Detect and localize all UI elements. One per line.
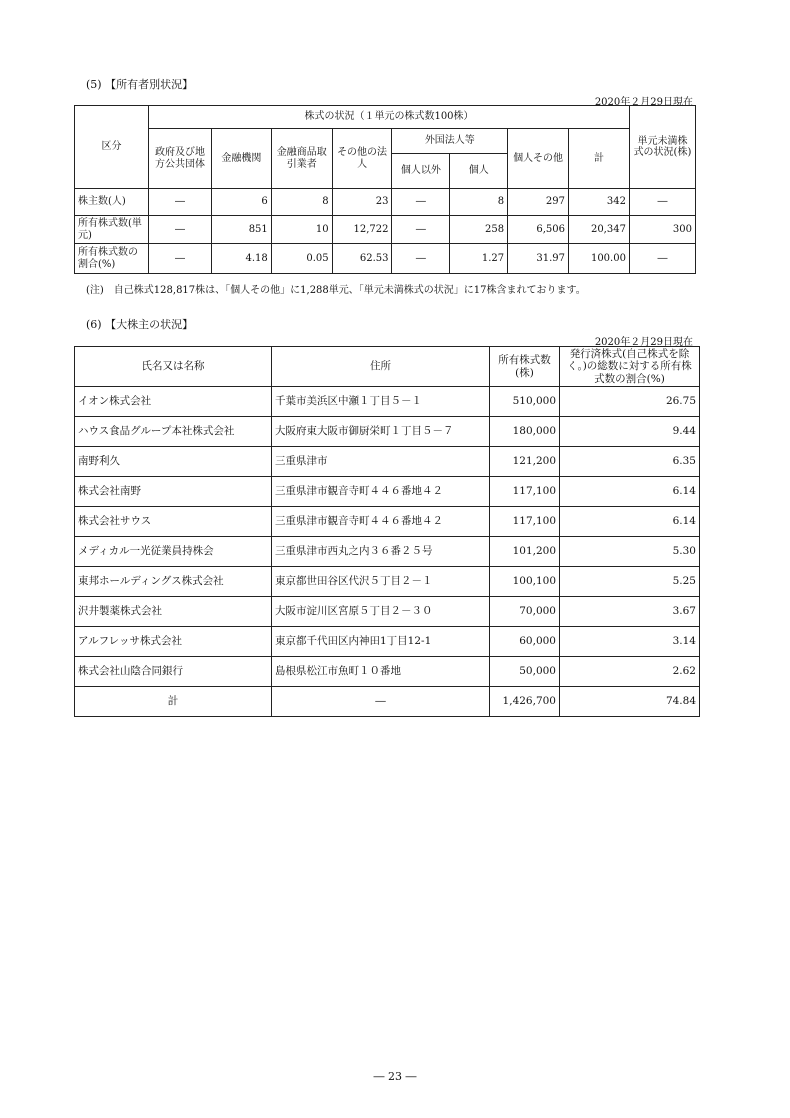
shareholder-name: アルフレッサ株式会社 — [75, 627, 272, 657]
shareholder-name: 沢井製薬株式会社 — [75, 597, 272, 627]
shareholder-shares: 117,100 — [490, 507, 560, 537]
shareholder-name: 東邦ホールディングス株式会社 — [75, 567, 272, 597]
cell: 258 — [450, 216, 508, 244]
header-kubun: 区分 — [75, 106, 149, 189]
shareholder-ratio: 2.62 — [560, 657, 700, 687]
shareholder-shares: 60,000 — [490, 627, 560, 657]
section5-note: (注) 自己株式128,817株は、「個人その他」に1,288単元、「単元未満株式の状況」に17株含まれております。 — [86, 285, 586, 296]
cell: 6 — [211, 189, 271, 216]
shareholder-name: 株式会社山陰合同銀行 — [75, 657, 272, 687]
header-foreign-individual: 個人 — [450, 154, 508, 189]
header-individuals: 個人その他 — [508, 129, 569, 189]
header-other-corporations: その他の法人 — [332, 129, 392, 189]
table-row — [75, 447, 700, 477]
section5-heading: (5) 【所有者別状況】 — [86, 78, 194, 91]
shareholder-name: 株式会社サウス — [75, 507, 272, 537]
shareholder-address: 三重県津市西丸之内３６番２５号 — [272, 537, 490, 567]
table-row — [75, 477, 700, 507]
header-financial-institutions: 金融機関 — [211, 129, 271, 189]
cell: 10 — [271, 216, 332, 244]
header-ratio: 発行済株式(自己株式を除く。)の総数に対する所有株式数の割合(%) — [560, 347, 700, 387]
shareholder-ratio: 6.35 — [560, 447, 700, 477]
cell: 12,722 — [332, 216, 392, 244]
shareholder-address: 千葉市美浜区中瀬１丁目５－１ — [272, 387, 490, 417]
shareholder-name: メディカル一光従業員持株会 — [75, 537, 272, 567]
shareholder-shares: 100,100 — [490, 567, 560, 597]
shareholder-ratio: 6.14 — [560, 477, 700, 507]
header-share-status: 株式の状況（１単元の株式数100株） — [149, 106, 630, 129]
shareholder-ratio: 3.67 — [560, 597, 700, 627]
cell: 20,347 — [569, 216, 630, 244]
cell: ― — [392, 244, 450, 274]
page-number: ― 23 ― — [373, 1070, 417, 1083]
row-label: 所有株式数の割合(%) — [75, 244, 149, 274]
cell: ― — [629, 189, 695, 216]
table-row — [75, 507, 700, 537]
shareholder-ratio: 5.25 — [560, 567, 700, 597]
header-securities-firms: 金融商品取引業者 — [271, 129, 332, 189]
cell: ― — [149, 216, 212, 244]
header-government: 政府及び地方公共団体 — [149, 129, 212, 189]
table-row — [75, 216, 696, 244]
cell: ― — [392, 189, 450, 216]
shareholder-shares: 70,000 — [490, 597, 560, 627]
header-address: 住所 — [272, 347, 490, 387]
cell: 62.53 — [332, 244, 392, 274]
shareholder-shares: 101,200 — [490, 537, 560, 567]
major-shareholders-table — [74, 346, 700, 717]
shareholder-address: 東京都世田谷区代沢５丁目２－１ — [272, 567, 490, 597]
shareholder-address: 三重県津市 — [272, 447, 490, 477]
cell: 8 — [450, 189, 508, 216]
total-label: 計 — [75, 687, 272, 717]
table-row — [75, 387, 700, 417]
table-row — [75, 657, 700, 687]
cell: 4.18 — [211, 244, 271, 274]
shareholder-ratio: 26.75 — [560, 387, 700, 417]
cell: 0.05 — [271, 244, 332, 274]
shareholder-address: 島根県松江市魚町１０番地 — [272, 657, 490, 687]
shareholder-name: イオン株式会社 — [75, 387, 272, 417]
shareholder-ratio: 3.14 — [560, 627, 700, 657]
shareholder-ratio: 5.30 — [560, 537, 700, 567]
ownership-table — [74, 105, 696, 274]
shareholder-shares: 180,000 — [490, 417, 560, 447]
shareholder-address: 大阪府東大阪市御厨栄町１丁目５－７ — [272, 417, 490, 447]
shareholder-ratio: 6.14 — [560, 507, 700, 537]
table-row — [75, 244, 696, 274]
shareholder-shares: 121,200 — [490, 447, 560, 477]
shareholder-name: 株式会社南野 — [75, 477, 272, 507]
cell: ― — [629, 244, 695, 274]
cell: 6,506 — [508, 216, 569, 244]
header-foreign-non-individual: 個人以外 — [392, 154, 450, 189]
cell: ― — [149, 189, 212, 216]
cell: 23 — [332, 189, 392, 216]
cell: 8 — [271, 189, 332, 216]
shareholder-address: 三重県津市観音寺町４４６番地４２ — [272, 507, 490, 537]
table-row — [75, 597, 700, 627]
cell: 1.27 — [450, 244, 508, 274]
shareholder-shares: 117,100 — [490, 477, 560, 507]
shareholder-address: 東京都千代田区内神田1丁目12-1 — [272, 627, 490, 657]
table-row — [75, 189, 696, 216]
shareholder-name: ハウス食品グループ本社株式会社 — [75, 417, 272, 447]
row-label: 所有株式数(単元) — [75, 216, 149, 244]
cell: ― — [149, 244, 212, 274]
section6-heading: (6) 【大株主の状況】 — [86, 318, 194, 331]
cell: 100.00 — [569, 244, 630, 274]
section5-as-of-date: 2020年２月29日現在 — [594, 97, 693, 108]
row-label: 株主数(人) — [75, 189, 149, 216]
shareholder-address: 三重県津市観音寺町４４６番地４２ — [272, 477, 490, 507]
table-row — [75, 417, 700, 447]
shareholder-shares: 50,000 — [490, 657, 560, 687]
cell: 297 — [508, 189, 569, 216]
cell: 342 — [569, 189, 630, 216]
header-name: 氏名又は名称 — [75, 347, 272, 387]
total-address: ― — [272, 687, 490, 717]
header-shares: 所有株式数(株) — [490, 347, 560, 387]
shareholder-ratio: 9.44 — [560, 417, 700, 447]
cell: 31.97 — [508, 244, 569, 274]
cell: 300 — [629, 216, 695, 244]
cell: ― — [392, 216, 450, 244]
total-row — [75, 687, 700, 717]
header-total: 計 — [569, 129, 630, 189]
shareholder-shares: 510,000 — [490, 387, 560, 417]
total-ratio: 74.84 — [560, 687, 700, 717]
header-odd-lot: 単元未満株式の状況(株) — [629, 106, 695, 189]
cell: 851 — [211, 216, 271, 244]
total-shares: 1,426,700 — [490, 687, 560, 717]
header-foreign: 外国法人等 — [392, 129, 508, 154]
table-row — [75, 537, 700, 567]
section6-as-of-date: 2020年２月29日現在 — [594, 337, 693, 348]
table-row — [75, 567, 700, 597]
table-row — [75, 627, 700, 657]
shareholder-name: 南野利久 — [75, 447, 272, 477]
shareholder-address: 大阪市淀川区宮原５丁目２－３０ — [272, 597, 490, 627]
